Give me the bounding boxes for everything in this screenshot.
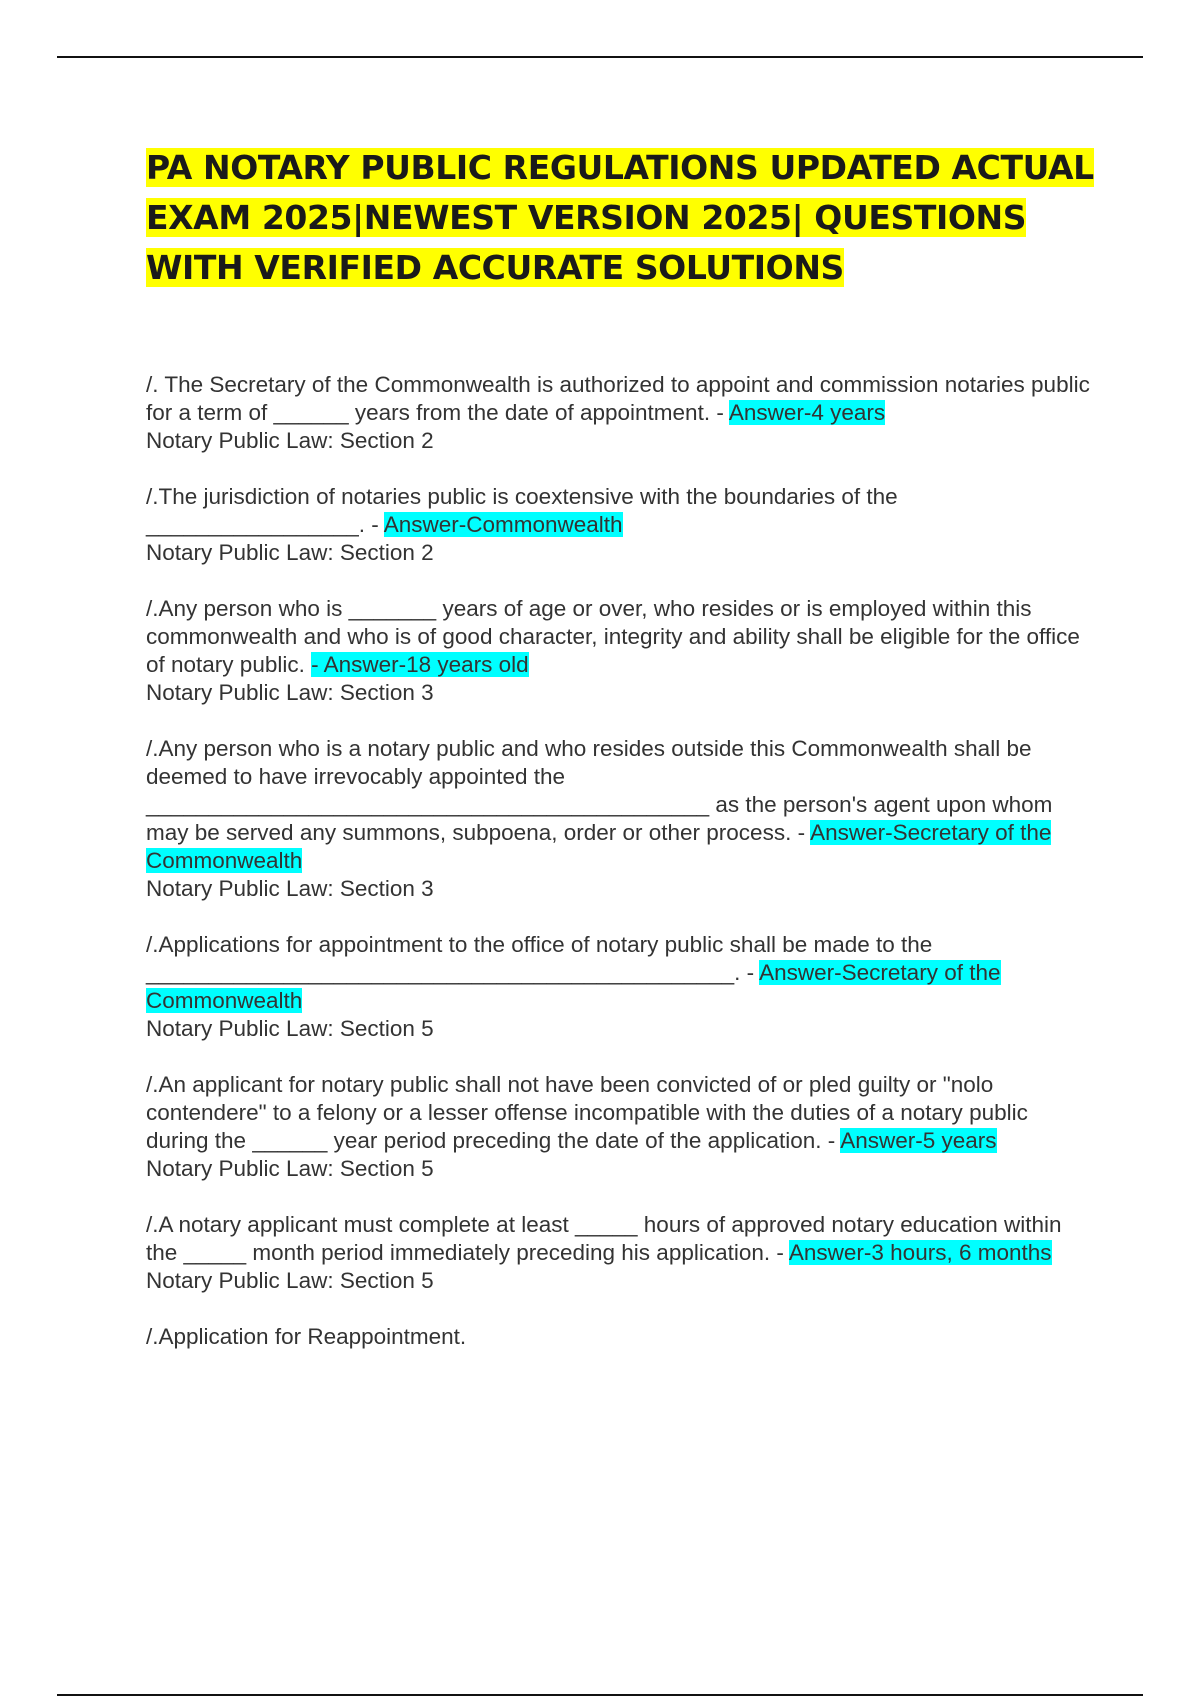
question-text: /.Application for Reappointment. xyxy=(146,1324,467,1349)
question-text: /.Any person who is _______ years of age or over, who resides or is employed within this commonwealth and who is of good character, integrity and ability shall be eligible for the office of notary public. xyxy=(146,596,1080,677)
document-body xyxy=(146,143,1096,1379)
law-reference: Notary Public Law: Section 3 xyxy=(146,680,434,705)
question-text: /.An applicant for notary public shall not have been convicted of or pled guilty or "nolo contendere" to a felony or a lesser offense incompatible with the duties of a notary public during the ______ year period preceding the date of the application. - xyxy=(146,1072,1028,1153)
question-item xyxy=(146,1323,1096,1351)
question-item xyxy=(146,1071,1096,1183)
question-text: /.A notary applicant must complete at least _____ hours of approved notary education within the _____ month period immediately preceding his application. - xyxy=(146,1212,1062,1265)
law-reference: Notary Public Law: Section 5 xyxy=(146,1268,434,1293)
question-item xyxy=(146,595,1096,707)
bottom-rule xyxy=(57,1694,1143,1696)
question-item xyxy=(146,483,1096,567)
law-reference: Notary Public Law: Section 2 xyxy=(146,540,434,565)
title-highlight: PA NOTARY PUBLIC REGULATIONS UPDATED ACTUAL EXAM 2025|NEWEST VERSION 2025| QUESTIONS WITH VERIFIED ACCURATE SOLUTIONS xyxy=(146,148,1094,287)
question-text-wrap xyxy=(146,371,1096,427)
question-text-wrap xyxy=(146,595,1096,679)
question-text-wrap xyxy=(146,735,1096,875)
question-item xyxy=(146,1211,1096,1295)
law-reference: Notary Public Law: Section 5 xyxy=(146,1016,434,1041)
answer-highlight: Answer-5 years xyxy=(840,1128,997,1153)
answer-highlight: Answer-3 hours, 6 months xyxy=(788,1240,1052,1265)
law-reference: Notary Public Law: Section 2 xyxy=(146,428,434,453)
answer-highlight: Answer-Secretary of the Commonwealth xyxy=(146,820,1052,873)
question-text: /.Applications for appointment to the office of notary public shall be made to the _______________________________________________. - xyxy=(146,932,933,985)
answer-highlight: Answer-4 years xyxy=(728,400,886,425)
question-list xyxy=(146,371,1096,1351)
answer-highlight: - Answer-18 years old xyxy=(311,652,529,677)
answer-highlight: Answer-Secretary of the Commonwealth xyxy=(146,960,1001,1013)
question-text-wrap xyxy=(146,1211,1096,1267)
top-rule xyxy=(57,56,1143,58)
question-text: /.The jurisdiction of notaries public is coextensive with the boundaries of the _________________. - xyxy=(146,484,898,537)
law-reference: Notary Public Law: Section 3 xyxy=(146,876,434,901)
question-text-wrap xyxy=(146,483,1096,539)
question-item xyxy=(146,931,1096,1043)
question-text-wrap xyxy=(146,931,1096,1015)
document-title xyxy=(146,143,1096,293)
question-text: /.Any person who is a notary public and who resides outside this Commonwealth shall be deemed to have irrevocably appointed the _____________________________________________ as the person's agent upon whom may be served any summons, subpoena, order or other process. - xyxy=(146,736,1053,845)
question-item xyxy=(146,371,1096,455)
question-item xyxy=(146,735,1096,903)
question-text: /. The Secretary of the Commonwealth is authorized to appoint and commission notaries public for a term of ______ years from the date of appointment. - xyxy=(146,372,1090,425)
law-reference: Notary Public Law: Section 5 xyxy=(146,1156,434,1181)
answer-highlight: Answer-Commonwealth xyxy=(383,512,623,537)
question-text-wrap xyxy=(146,1323,1096,1351)
question-text-wrap xyxy=(146,1071,1096,1155)
